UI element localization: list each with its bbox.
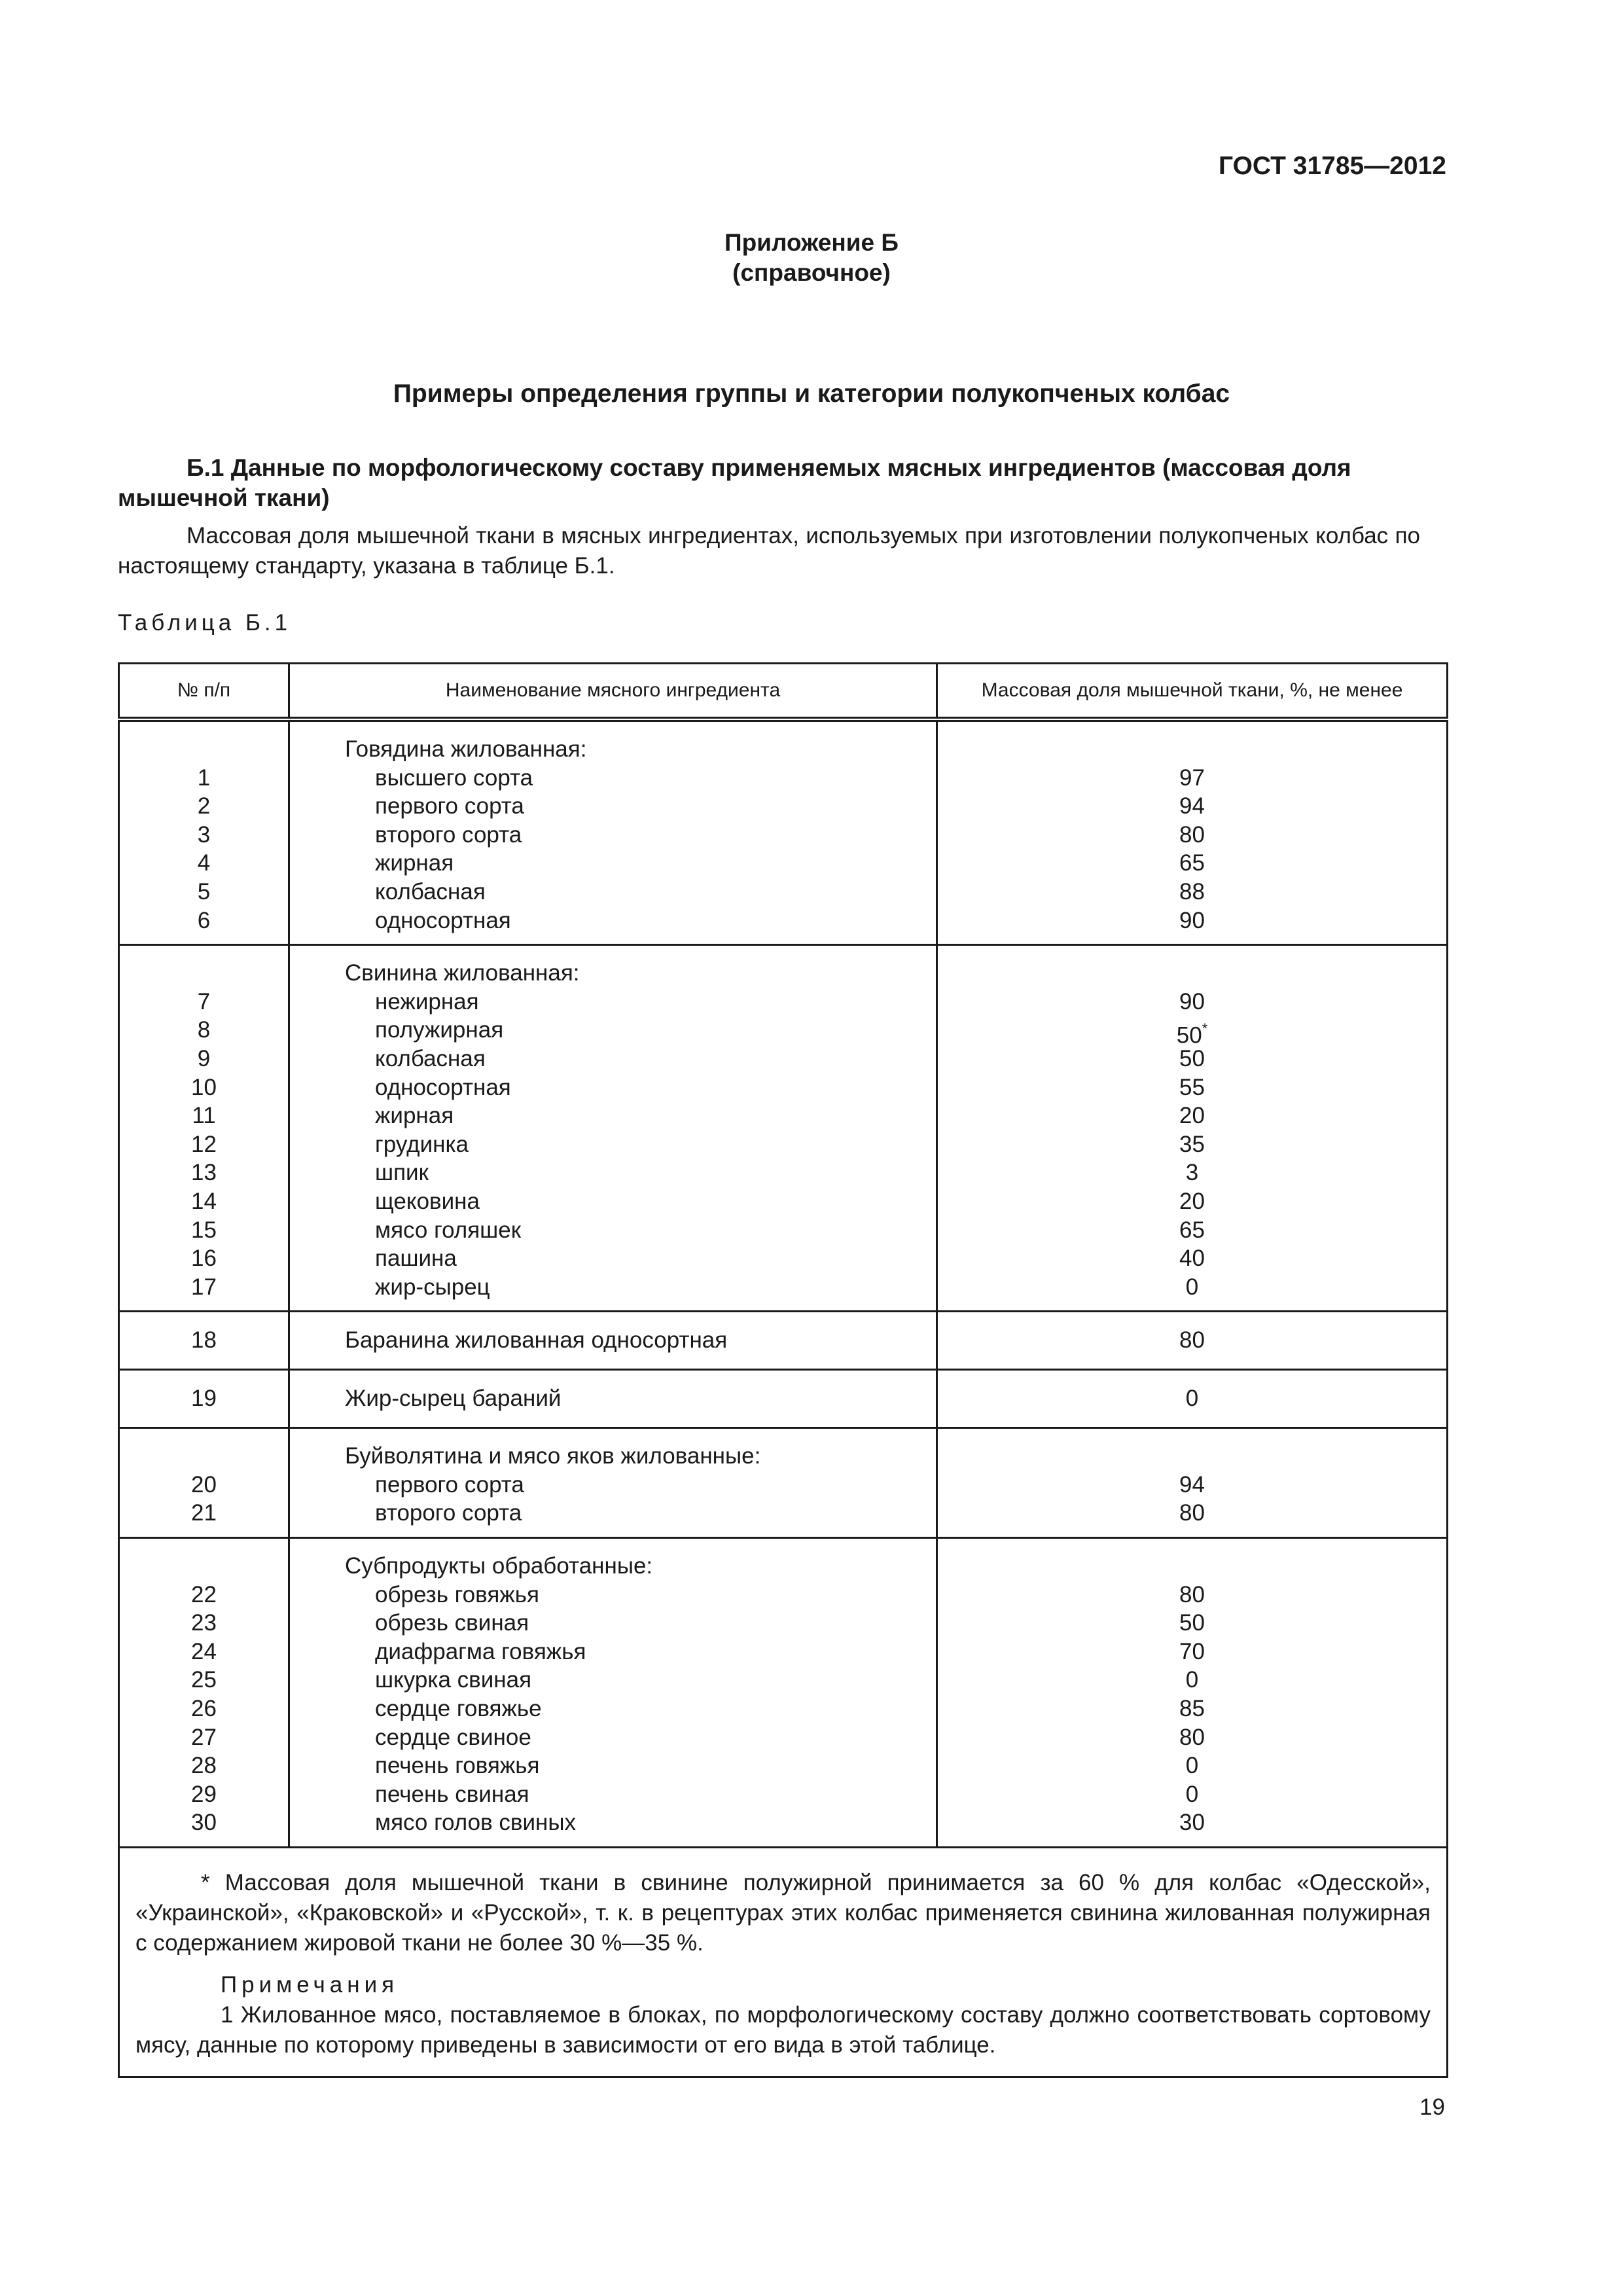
muscle-share-value: [938, 1666, 1446, 1695]
muscle-share-value: [938, 1130, 1446, 1159]
muscle-share-value: [938, 792, 1446, 821]
cell-num: [119, 1538, 289, 1848]
ingredient-name: жир-сырец: [375, 1274, 490, 1300]
value-text: 88: [1179, 878, 1205, 905]
table-row: [119, 1370, 1448, 1428]
value-text: 0: [1185, 1667, 1199, 1693]
row-number: 10: [191, 1074, 217, 1100]
footnote-mark: *: [1202, 1020, 1208, 1037]
value-text: 90: [1179, 907, 1205, 933]
muscle-share-value: [938, 1073, 1446, 1102]
muscle-share-value: [938, 1102, 1446, 1130]
muscle-share-value: [938, 764, 1446, 793]
value-text: 20: [1179, 1103, 1205, 1129]
document-code: ГОСТ 31785—2012: [1219, 152, 1446, 180]
cell-name: [289, 1538, 937, 1848]
value-text: 3: [1185, 1160, 1199, 1186]
row-number: 14: [191, 1188, 217, 1214]
table-footnote: * Массовая доля мышечной ткани в свинине полужирной принимается за 60 % для колбас «Одесской», «Украинской», «Краковской» и «Русской», т. к. в рецептурах этих колбас применяется свинина жилованная полужирная с содержанием жировой ткани не более 30 %—35 %.: [135, 1870, 1431, 1956]
value-text: 94: [1179, 793, 1205, 819]
row-number-spacer: [120, 1442, 288, 1471]
cell-num: [119, 945, 289, 1312]
ingredients-table: [118, 662, 1448, 2078]
ingredient-name: высшего сорта: [375, 764, 533, 791]
row-number: 20: [191, 1471, 217, 1498]
ingredient-name: второго сорта: [375, 1500, 522, 1526]
ingredient-name: колбасная: [375, 1045, 486, 1071]
muscle-share-value: [938, 1471, 1446, 1499]
row-number: 23: [191, 1610, 217, 1636]
muscle-share-value: [938, 1016, 1446, 1049]
row-number: 5: [197, 878, 211, 905]
row-number: 3: [197, 821, 211, 848]
muscle-share-value: [938, 849, 1446, 878]
row-number: 27: [191, 1724, 217, 1750]
row-number: 17: [191, 1274, 217, 1300]
row-number: 12: [191, 1131, 217, 1157]
table-group-row: [119, 719, 1448, 945]
ingredient-name: обрезь свиная: [375, 1610, 529, 1636]
ingredient-name: второго сорта: [375, 821, 522, 848]
row-number: 30: [191, 1810, 217, 1836]
muscle-share-value: [938, 1808, 1446, 1837]
value-text: 97: [1179, 764, 1205, 791]
value-text: 80: [1179, 1500, 1205, 1526]
value-text: 80: [1179, 1581, 1205, 1607]
header-name: Наименование мясного ингредиента: [289, 664, 937, 720]
row-number: 28: [191, 1753, 217, 1779]
muscle-share-value: [938, 878, 1446, 906]
muscle-share-value: [938, 1723, 1446, 1752]
row-number: 25: [191, 1667, 217, 1693]
muscle-share-value: [938, 1244, 1446, 1273]
row-number: 24: [191, 1638, 217, 1664]
ingredient-name: полужирная: [375, 1017, 504, 1043]
page-title: Примеры определения группы и категории полукопченых колбас: [393, 380, 1230, 408]
value-text: 70: [1179, 1638, 1205, 1664]
muscle-share-value: [938, 1045, 1446, 1073]
group-title: Говядина жилованная:: [345, 736, 587, 762]
muscle-share-value: [938, 1751, 1446, 1780]
appendix-title: Приложение Б: [724, 229, 899, 256]
cell-value: [937, 1538, 1448, 1848]
muscle-share-value: [938, 988, 1446, 1016]
muscle-share-value: [938, 1499, 1446, 1528]
table-notes-row: [119, 1848, 1448, 2077]
value-text: 80: [1179, 1724, 1205, 1750]
muscle-share-value: [938, 1695, 1446, 1723]
value-text: 80: [1179, 821, 1205, 848]
group-title: Буйволятина и мясо яков жилованные:: [345, 1443, 761, 1469]
cell-num: [119, 1312, 289, 1370]
value-text: 85: [1179, 1696, 1205, 1722]
ingredient-name: односортная: [375, 1074, 511, 1100]
value-text: 50: [1179, 1045, 1205, 1071]
value-text: 30: [1179, 1810, 1205, 1836]
ingredient-name: первого сорта: [375, 793, 524, 819]
table-caption: Таблица Б.1: [118, 610, 292, 636]
value-spacer: [938, 1442, 1446, 1471]
value-text: 65: [1179, 850, 1205, 876]
muscle-share-value: [938, 1187, 1446, 1216]
table-group-row: [119, 1428, 1448, 1538]
table-notes-cell: [119, 1848, 1448, 2077]
ingredient-name: первого сорта: [375, 1471, 524, 1498]
value-text: 65: [1179, 1217, 1205, 1243]
table-group-row: [119, 945, 1448, 1312]
row-number: 18: [191, 1327, 217, 1354]
ingredient-name: диафрагма говяжья: [375, 1638, 586, 1664]
ingredient-name: обрезь говяжья: [375, 1581, 539, 1607]
muscle-share-value: [938, 1638, 1446, 1666]
row-number: 15: [191, 1217, 217, 1243]
cell-value: [937, 1428, 1448, 1538]
ingredient-name: односортная: [375, 907, 511, 933]
ingredient-name: мясо голяшек: [375, 1217, 522, 1243]
ingredient-name: жирная: [375, 850, 454, 876]
value-text: 50: [1179, 1610, 1205, 1636]
ingredient-name: Жир-сырец бараний: [345, 1386, 562, 1412]
cell-name: [289, 945, 937, 1312]
cell-name: [289, 1370, 937, 1428]
cell-name: [289, 1312, 937, 1370]
cell-value: [937, 1370, 1448, 1428]
row-number: 16: [191, 1246, 217, 1272]
row-number-spacer: [120, 735, 288, 764]
row-number: 19: [191, 1386, 217, 1412]
group-title: Свинина жилованная:: [345, 960, 580, 986]
ingredient-name: щековина: [375, 1188, 480, 1214]
ingredient-name: печень говяжья: [375, 1753, 540, 1779]
ingredient-name: Баранина жилованная односортная: [345, 1327, 728, 1354]
row-number: 22: [191, 1581, 217, 1607]
row-number: 11: [192, 1103, 216, 1129]
header-value: Массовая доля мышечной ткани, %, не менее: [937, 664, 1448, 720]
row-number: 29: [191, 1781, 217, 1807]
muscle-share-value: 0: [1185, 1386, 1199, 1412]
table-row: [119, 1312, 1448, 1370]
appendix-subtitle: (справочное): [732, 259, 891, 286]
table-header-row: [119, 664, 1448, 720]
table-body: [119, 719, 1448, 1848]
notes-title: Примечания: [221, 1972, 399, 1998]
cell-value: [937, 1312, 1448, 1370]
value-text: 90: [1179, 988, 1205, 1014]
muscle-share-value: [938, 1216, 1446, 1245]
ingredient-name: сердце свиное: [375, 1724, 531, 1750]
muscle-share-value: [938, 1581, 1446, 1609]
value-text: 94: [1179, 1471, 1205, 1498]
value-text: 50: [1176, 1023, 1202, 1049]
value-spacer: [938, 1552, 1446, 1581]
page-number: 19: [1419, 2094, 1445, 2120]
ingredient-name: нежирная: [375, 988, 479, 1014]
ingredient-name: мясо голов свиных: [375, 1810, 577, 1836]
section-paragraph: Массовая доля мышечной ткани в мясных ингредиентах, используемых при изготовлении полукопченых колбас по настоящему стандарту, указана в таблице Б.1.: [118, 523, 1420, 579]
row-number-spacer: [120, 959, 288, 988]
value-text: 35: [1179, 1131, 1205, 1157]
muscle-share-value: [938, 906, 1446, 935]
row-number-spacer: [120, 1552, 288, 1581]
header-num: № п/п: [119, 664, 289, 720]
value-text: 0: [1185, 1274, 1199, 1300]
row-number: 6: [197, 907, 211, 933]
muscle-share-value: [938, 1273, 1446, 1302]
cell-num: [119, 1428, 289, 1538]
section-heading: Б.1 Данные по морфологическому составу применяемых мясных ингредиентов (массовая доля мышечной ткани): [118, 454, 1351, 511]
row-number: 8: [197, 1017, 211, 1043]
value-text: 0: [1185, 1781, 1199, 1807]
group-title: Субпродукты обработанные:: [345, 1553, 653, 1579]
ingredient-name: грудинка: [375, 1131, 469, 1157]
muscle-share-value: 80: [1179, 1327, 1205, 1354]
row-number: 2: [197, 793, 211, 819]
row-number: 21: [191, 1500, 217, 1526]
ingredient-name: сердце говяжье: [375, 1696, 542, 1722]
muscle-share-value: [938, 1780, 1446, 1809]
ingredient-name: пашина: [375, 1246, 457, 1272]
row-number: 7: [197, 988, 211, 1014]
cell-name: [289, 1428, 937, 1538]
ingredient-name: шпик: [375, 1160, 429, 1186]
value-text: 55: [1179, 1074, 1205, 1100]
table-group-row: [119, 1538, 1448, 1848]
ingredient-name: колбасная: [375, 878, 486, 905]
cell-num: [119, 1370, 289, 1428]
value-text: 20: [1179, 1188, 1205, 1214]
row-number: 26: [191, 1696, 217, 1722]
value-text: 0: [1185, 1753, 1199, 1779]
value-text: 40: [1179, 1246, 1205, 1272]
value-spacer: [938, 735, 1446, 764]
muscle-share-value: [938, 1158, 1446, 1187]
ingredient-name: шкурка свиная: [375, 1667, 532, 1693]
cell-num: [119, 719, 289, 945]
row-number: 9: [197, 1045, 211, 1071]
cell-name: [289, 719, 937, 945]
value-spacer: [938, 959, 1446, 988]
row-number: 13: [191, 1160, 217, 1186]
ingredient-name: печень свиная: [375, 1781, 529, 1807]
cell-value: [937, 945, 1448, 1312]
row-number: 1: [197, 764, 211, 791]
muscle-share-value: [938, 1609, 1446, 1638]
row-number: 4: [197, 850, 211, 876]
cell-value: [937, 719, 1448, 945]
muscle-share-value: [938, 821, 1446, 850]
ingredient-name: жирная: [375, 1103, 454, 1129]
note-1: 1 Жилованное мясо, поставляемое в блоках, по морфологическому составу должно соответствовать сортовому мясу, данные по которому приведены в зависимости от его вида в этой таблице.: [135, 2002, 1431, 2058]
